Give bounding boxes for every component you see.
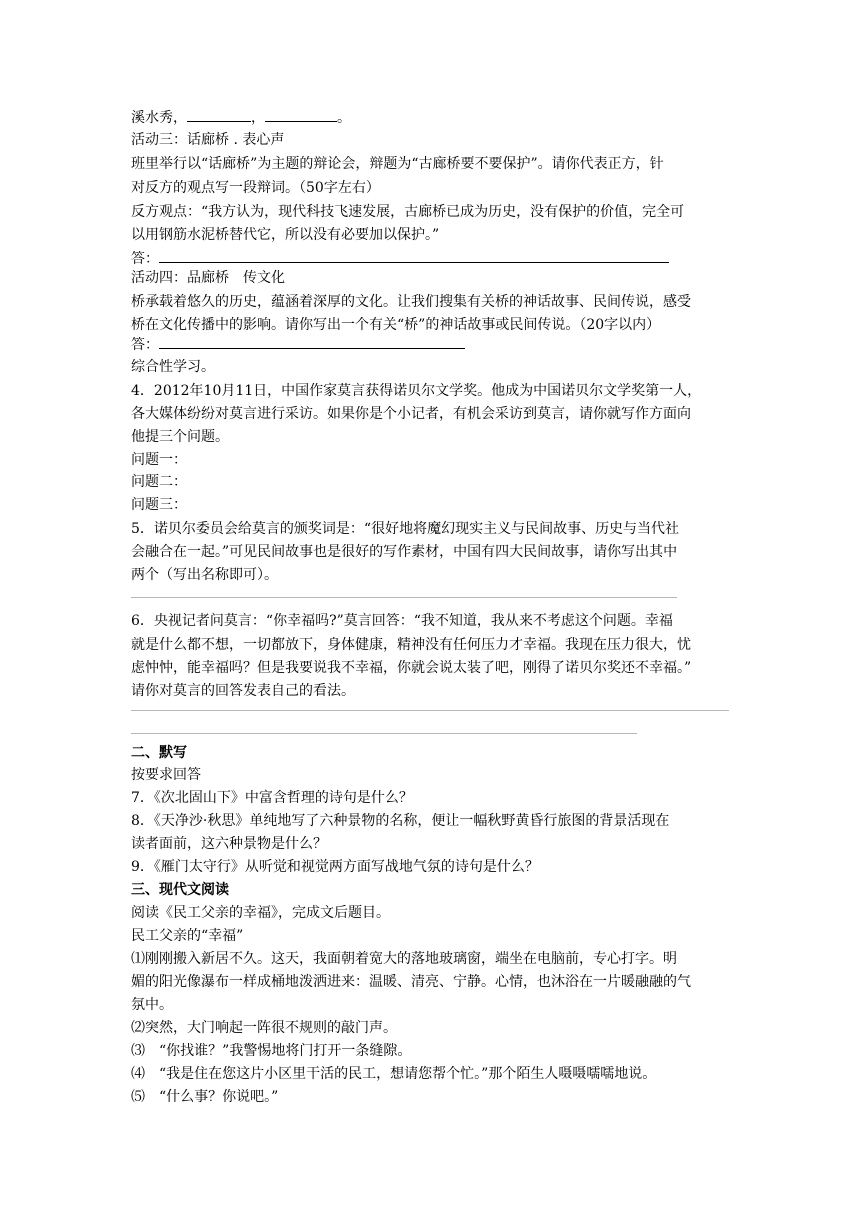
paragraph-3: ⑶ “你找谁？”我警惕地将门打开一条缝隙。 <box>131 1043 412 1059</box>
text-line: 反方观点：“我方认为，现代科技飞速发展，古廊桥已成为历史，没有保护的价值，完全可 <box>131 204 685 220</box>
question-label-2: 问题二： <box>131 474 187 490</box>
answer-line <box>159 348 465 349</box>
question-4: 4．2012年10月11日，中国作家莫言获得诺贝尔文学奖。他成为中国诺贝尔文学奖第一人， <box>131 383 702 399</box>
paragraph-4: ⑷ “我是住在您这片小区里干活的民工，想请您帮个忙。”那个陌生人嗫嗫嚅嚅地说。 <box>131 1066 657 1082</box>
answer-label: 答： <box>131 337 159 353</box>
activity-three-heading: 活动三：话廊桥 . 表心声 <box>131 132 285 148</box>
question-label-1: 问题一： <box>131 452 187 468</box>
paragraph-2: ⑵突然，大门响起一阵很不规则的敲门声。 <box>131 1020 397 1036</box>
text-line: 班里举行以“话廊桥”为主题的辩论会，辩题为“古廊桥要不要保护”。请你代表正方，针 <box>131 156 664 172</box>
answer-blank <box>265 107 337 122</box>
text-line: 对反方的观点写一段辩词。（50字左右） <box>131 180 380 196</box>
text-line: 读者面前，这六种景物是什么？ <box>131 836 327 852</box>
answer-line <box>159 262 669 263</box>
text-line: 以用钢筋水泥桥替代它，所以没有必要加以保护。” <box>131 227 440 243</box>
section-heading-3: 三、现代文阅读 <box>131 882 229 898</box>
answer-label: 答： <box>131 251 159 267</box>
text-line: 虑忡忡，能幸福吗？但是我要说我不幸福，你就会说太装了吧，刚得了诺贝尔奖还不幸福。” <box>131 660 692 676</box>
paragraph-1: ⑴刚刚搬入新居不久。这天，我面朝着宽大的落地玻璃窗，端坐在电脑前，专心打字。明 <box>131 951 677 967</box>
answer-line <box>131 733 637 734</box>
text-line: 就是什么都不想，一切都放下，身体健康，精神没有任何压力才幸福。我现在压力很大，忧 <box>131 637 691 653</box>
question-5: 5．诺贝尔委员会给莫言的颁奖词是：“很好地将魔幻现实主义与民间故事、历史与当代社 <box>131 521 680 537</box>
text-line: 阅读《民工父亲的幸福》，完成文后题目。 <box>131 905 390 921</box>
section-heading-2: 二、默写 <box>131 745 187 761</box>
question-9: 9．《雁门太守行》从听觉和视觉两方面写战地气氛的诗句是什么？ <box>131 859 539 875</box>
line-text: 溪水秀， <box>131 110 187 126</box>
text-line: 两个（写出名称即可）。 <box>131 567 278 583</box>
text-line: 请你对莫言的回答发表自己的看法。 <box>131 683 355 699</box>
article-title: 民工父亲的“幸福” <box>131 928 244 944</box>
question-8: 8．《天净沙·秋思》单纯地写了六种景物的名称，便让一幅秋野黄昏行旅图的背景活现在 <box>131 813 670 829</box>
answer-line <box>131 710 729 711</box>
text-line: 桥承载着悠久的历史，蕴涵着深厚的文化。让我们搜集有关桥的神话故事、民间传说，感受 <box>131 294 691 310</box>
question-7: 7．《次北固山下》中富含哲理的诗句是什么？ <box>131 790 413 806</box>
line-text: ， <box>251 110 265 126</box>
question-label-3: 问题三： <box>131 497 187 513</box>
text-line: 按要求回答 <box>131 767 201 783</box>
text-line: 媚的阳光像瀑布一样成桶地泼洒进来：温暖、清亮、宁静。心情，也沐浴在一片暖融融的气 <box>131 974 691 990</box>
question-6: 6．央视记者问莫言：“你幸福吗?”莫言回答：“我不知道，我从来不考虑这个问题。幸福 <box>131 613 673 629</box>
activity-four-heading: 活动四：品廊桥 传文化 <box>131 270 285 286</box>
line-text: 。 <box>337 110 351 126</box>
text-line: 氛中。 <box>131 997 173 1013</box>
answer-blank <box>187 107 251 122</box>
text-line: 会融合在一起。”可见民间故事也是很好的写作素材，中国有四大民间故事，请你写出其中 <box>131 544 678 560</box>
text-line: 桥在文化传播中的影响。请你写出一个有关“桥”的神话故事或民间传说。（20字以内） <box>131 317 661 333</box>
answer-line <box>131 597 677 598</box>
text-line <box>131 107 351 125</box>
paragraph-5: ⑸ “什么事？你说吧。” <box>131 1089 279 1105</box>
text-line: 各大媒体纷纷对莫言进行采访。如果你是个小记者，有机会采访到莫言，请你就写作方面向 <box>131 406 691 422</box>
text-line: 综合性学习。 <box>131 359 215 375</box>
text-line: 他提三个问题。 <box>131 429 229 445</box>
